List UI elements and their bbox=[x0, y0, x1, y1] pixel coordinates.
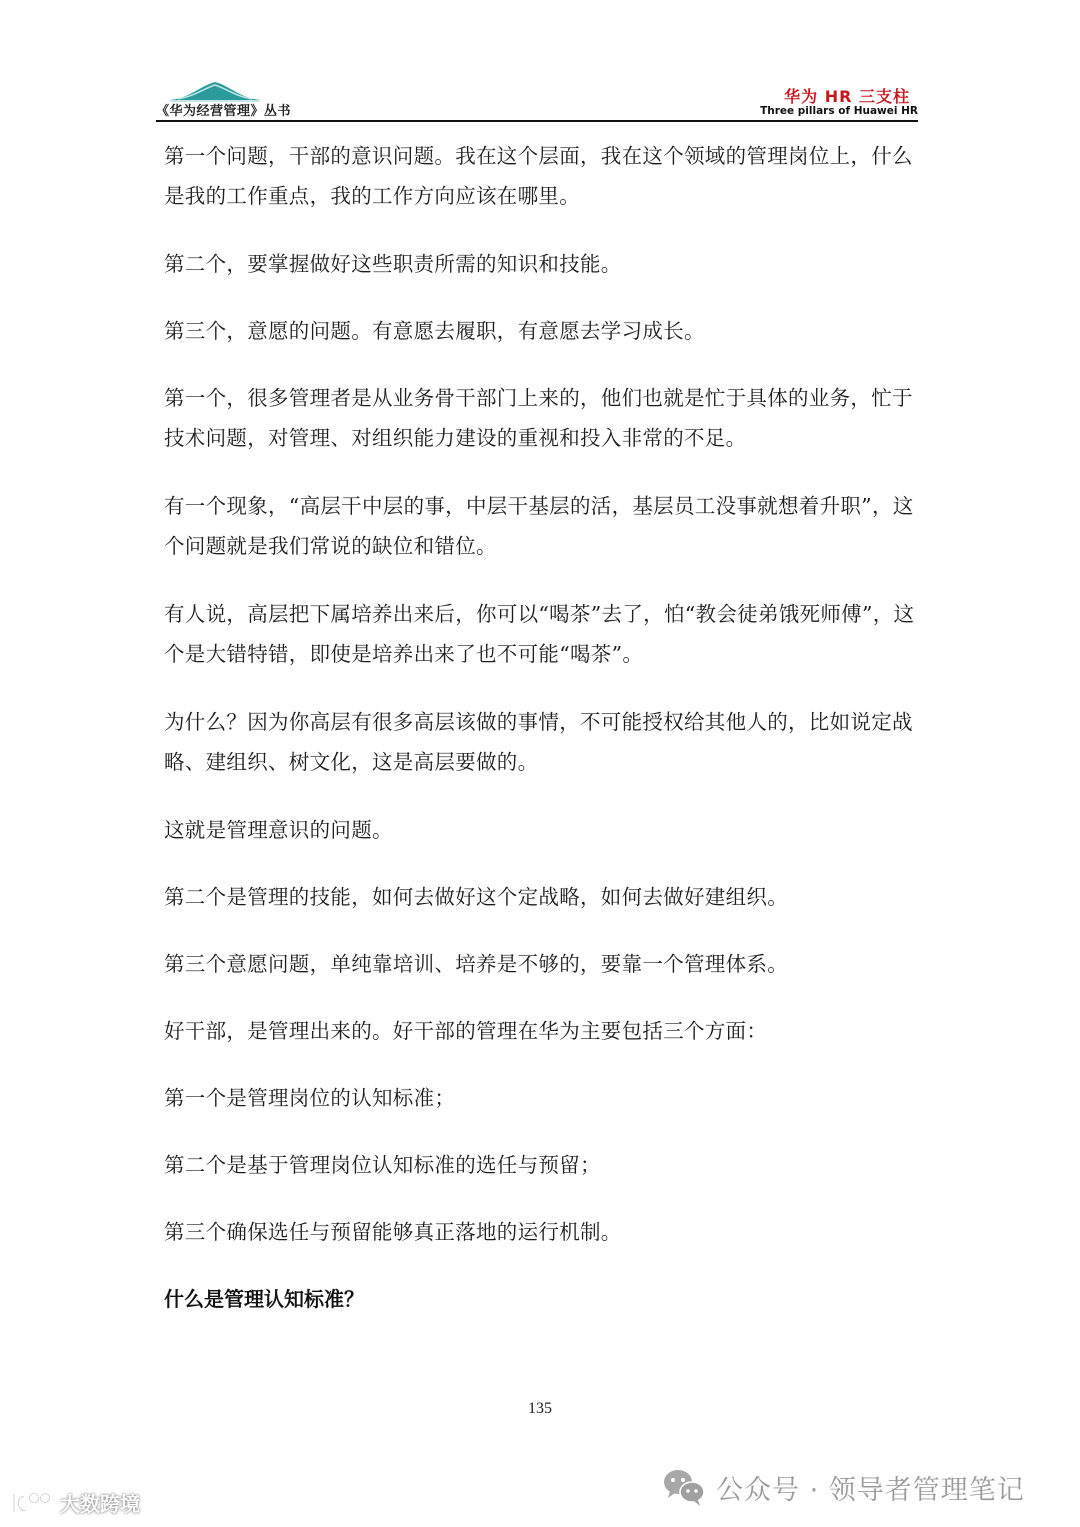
page-body bbox=[164, 136, 924, 1319]
watermark-right bbox=[662, 1467, 1025, 1507]
watermark-right-text: 公众号 · 领导者管理笔记 bbox=[716, 1474, 1025, 1506]
paragraph: 第二个，要掌握做好这些职责所需的知识和技能。 bbox=[164, 252, 622, 276]
paragraph: 第二个是管理的技能，如何去做好这个定战略，如何去做好建组织。 bbox=[164, 885, 788, 909]
brand-title: 华为 HR 三支柱 bbox=[784, 87, 910, 106]
paragraph: 好干部，是管理出来的。好干部的管理在华为主要包括三个方面： bbox=[164, 1019, 768, 1043]
paragraph: 为什么？因为你高层有很多高层该做的事情，不可能授权给其他人的，比如说定战略、建组织、树文化，这是高层要做的。 bbox=[164, 710, 913, 774]
brand-subtitle: Three pillars of Huawei HR bbox=[760, 105, 918, 117]
page-header bbox=[156, 74, 918, 122]
paragraph: 第三个意愿问题，单纯靠培训、培养是不够的，要靠一个管理体系。 bbox=[164, 952, 788, 976]
paragraph: 第一个问题，干部的意识问题。我在这个层面，我在这个领域的管理岗位上，什么是我的工作重点，我的工作方向应该在哪里。 bbox=[164, 144, 913, 208]
paragraph: 第一个，很多管理者是从业务骨干部门上来的，他们也就是忙于具体的业务，忙于技术问题，对管理、对组织能力建设的重视和投入非常的不足。 bbox=[164, 386, 913, 450]
page-number: 135 bbox=[528, 1400, 552, 1417]
series-title: 《华为经营管理》丛书 bbox=[156, 104, 292, 119]
header-divider bbox=[156, 120, 918, 122]
watermark-left bbox=[10, 1488, 140, 1517]
wechat-icon bbox=[662, 1467, 706, 1507]
paragraph: 有一个现象，“高层干中层的事，中层干基层的活，基层员工没事就想着升职”，这个问题就是我们常说的缺位和错位。 bbox=[164, 494, 914, 558]
paragraph: 第一个是管理岗位的认知标准； bbox=[164, 1086, 456, 1110]
paragraph: 第二个是基于管理岗位认知标准的选任与预留； bbox=[164, 1153, 601, 1177]
paragraph: 这就是管理意识的问题。 bbox=[164, 818, 393, 842]
section-heading: 什么是管理认知标准？ bbox=[164, 1287, 364, 1311]
kooo-logo-icon bbox=[10, 1490, 54, 1516]
mountain-logo-icon bbox=[170, 78, 260, 102]
paragraph: 有人说，高层把下属培养出来后，你可以“喝茶”去了，怕“教会徒弟饿死师傅”，这个是大错特错，即使是培养出来了也不可能“喝茶”。 bbox=[164, 602, 915, 666]
watermark-left-text: 大数跨境 bbox=[60, 1492, 140, 1516]
paragraph: 第三个确保选任与预留能够真正落地的运行机制。 bbox=[164, 1220, 622, 1244]
paragraph: 第三个，意愿的问题。有意愿去履职，有意愿去学习成长。 bbox=[164, 319, 705, 343]
